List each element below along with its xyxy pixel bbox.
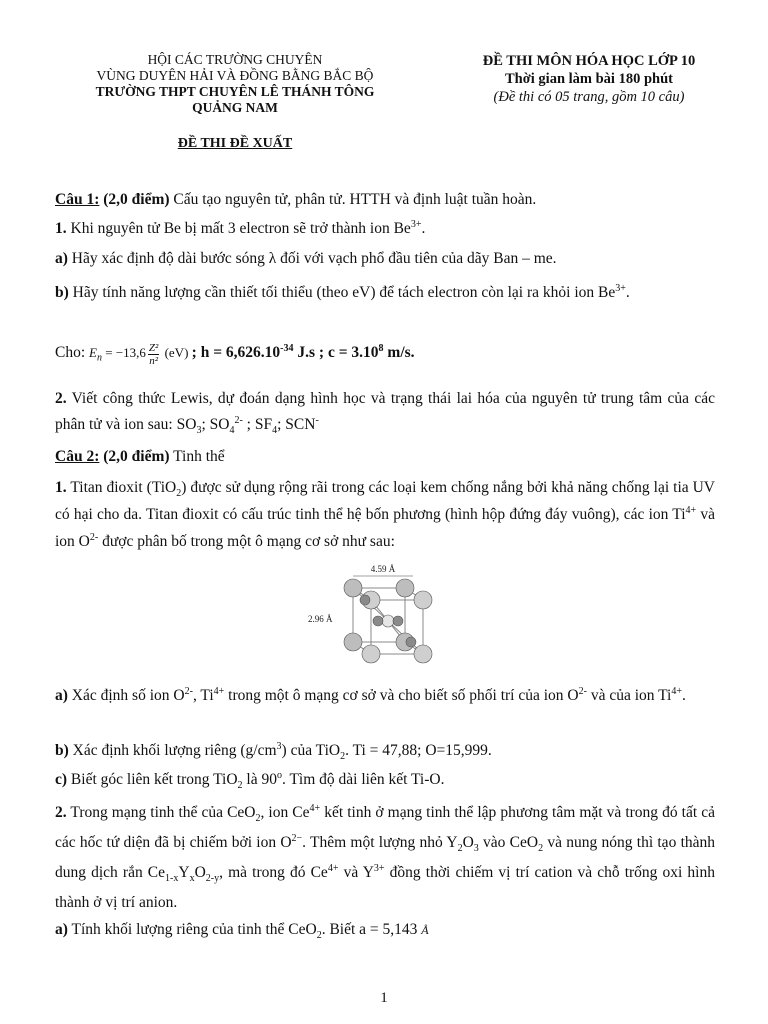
item-label: a): [55, 250, 68, 267]
formula-fraction: [148, 342, 159, 367]
question-1-part-2: [55, 386, 715, 438]
constants-text: m/s.: [383, 344, 415, 361]
question-1-item-b: [55, 279, 715, 307]
formula-unit: (eV): [161, 345, 189, 360]
question-2-part-2: [55, 798, 715, 918]
part-text: , ion Ce: [260, 804, 310, 821]
subscript: 3: [196, 425, 202, 437]
item-label: b): [55, 742, 69, 759]
question-2-part-1: [55, 474, 715, 555]
formula-symbol: E: [89, 345, 97, 360]
header-left: [40, 52, 430, 116]
part-text: O: [462, 834, 474, 851]
part-text: và ion O: [55, 506, 715, 550]
question-1-given-data: [55, 340, 715, 367]
part-text: Viết công thức Lewis, dự đoán dạng hình học và trạng thái lai hóa của nguyên tử trung tâm của các phân tử và ion sau: SO: [55, 390, 715, 433]
part-text: vào CeO: [478, 834, 539, 851]
superscript: 4+: [309, 802, 321, 814]
association-name: HỘI CÁC TRƯỜNG CHUYÊN: [147, 52, 323, 67]
superscript: 4+: [213, 685, 225, 697]
figure-height-label: 2.96 Å: [308, 614, 333, 624]
question-1-points: (2,0 điểm): [103, 191, 170, 208]
page-number: 1: [380, 990, 388, 1006]
part-text: Y: [178, 864, 190, 881]
part-text: và nung nóng thì tạo thành dung dịch rắn Ce: [55, 834, 716, 881]
part-text: Trong mạng tinh thể của CeO: [66, 804, 256, 821]
subscript: 2: [316, 930, 322, 942]
superscript: 3+: [373, 862, 385, 874]
item-label: a): [55, 921, 68, 938]
subscript: 2: [237, 780, 243, 792]
province-name: QUẢNG NAM: [192, 100, 278, 115]
item-label: a): [55, 687, 68, 704]
subscript: 2: [255, 813, 261, 825]
given-label: Cho:: [55, 344, 90, 361]
part-text: .: [421, 220, 426, 237]
subscript: 2-y: [205, 873, 220, 885]
question-1-heading: [55, 190, 715, 210]
item-text: Xác định khối lượng riêng (g/cm: [68, 742, 277, 759]
item-text: . Ti = 47,88; O=15,999.: [345, 742, 492, 759]
angstrom-unit: Å: [421, 923, 429, 937]
part-text: ; SCN: [277, 416, 316, 433]
superscript: 8: [378, 342, 384, 354]
subscript: 4: [272, 425, 278, 437]
part-text: Khi nguyên tử Be bị mất 3 electron sẽ trở thành ion Be: [66, 220, 411, 237]
question-1-topic: Cấu tạo nguyên tử, phân tử. HTTH và định luật tuần hoàn.: [169, 191, 537, 208]
part-text: . Thêm một lượng nhỏ Y: [302, 834, 458, 851]
question-1-item-a: [55, 249, 715, 269]
item-text: .: [682, 687, 686, 704]
part-number: 2.: [55, 390, 67, 407]
part-number: 2.: [55, 804, 67, 821]
subscript: x: [189, 873, 195, 885]
subscript: 1-x: [165, 873, 179, 885]
header-right: [430, 52, 748, 106]
proposed-exam-label: ĐỀ THI ĐỀ XUẤT: [177, 136, 293, 151]
item-label: b): [55, 284, 69, 301]
item-text: Biết góc liên kết trong TiO: [67, 771, 238, 788]
figure-width-label: 4.59 Å: [370, 564, 396, 574]
question-2-item-b: [55, 741, 715, 761]
item-text: . Tìm độ dài liên kết Ti-O.: [281, 771, 445, 788]
part-text: kết tinh ở mạng tinh thể lập phương tâm mặt và trong đó tất cả các hốc tứ diện đã bị chiếm bởi ion O: [55, 804, 715, 851]
item-text: là 90: [242, 771, 277, 788]
part-number: 1.: [55, 220, 67, 237]
exam-note: (Đề thi có 05 trang, gồm 10 câu): [493, 89, 685, 105]
fraction-denominator: n²: [149, 354, 159, 367]
formula-coefficient: = −13,6: [101, 345, 146, 360]
question-1-label: Câu 1:: [55, 191, 100, 208]
exam-duration: Thời gian làm bài 180 phút: [505, 71, 673, 87]
school-name: TRƯỜNG THPT CHUYÊN LÊ THÁNH TÔNG: [95, 84, 375, 99]
item-text: , Ti: [192, 687, 214, 704]
superscript: -: [315, 414, 319, 426]
question-1-part-1: [55, 219, 715, 239]
part-text: ; SF: [242, 416, 273, 433]
item-label: c): [55, 771, 68, 788]
superscript: o: [276, 769, 282, 781]
superscript: 3: [276, 740, 282, 752]
item-text: Hãy xác định độ dài bước sóng λ đối với vạch phổ đầu tiên của dãy Ban – me.: [67, 250, 557, 267]
superscript: 2−: [291, 832, 303, 844]
superscript: 4+: [671, 685, 682, 697]
tio2-unit-cell-figure: [305, 560, 445, 675]
part-text: Titan đioxit (TiO: [66, 479, 177, 496]
superscript: 4+: [685, 504, 697, 516]
energy-formula: [89, 341, 192, 367]
superscript: 2-: [578, 685, 587, 697]
superscript: 4+: [327, 862, 339, 874]
fraction-numerator: Z²: [148, 341, 159, 354]
subscript: 2: [538, 843, 544, 855]
superscript: 2-: [184, 685, 193, 697]
item-text: ) của TiO: [281, 742, 341, 759]
superscript: 3+: [615, 282, 626, 294]
subscript: 2: [340, 751, 346, 763]
superscript: -34: [280, 342, 294, 354]
exam-title: ĐỀ THI MÔN HÓA HỌC LỚP 10: [482, 53, 696, 69]
constants-text: ; h = 6,626.10: [191, 344, 281, 361]
question-2-part-2-item-a: [55, 920, 715, 940]
question-2-label: Câu 2:: [55, 448, 100, 465]
item-text: .: [625, 284, 630, 301]
superscript: 2-: [89, 531, 99, 543]
constants-text: J.s ; c = 3.10: [293, 344, 379, 361]
question-2-item-a: [55, 682, 715, 709]
part-text: O: [194, 864, 206, 881]
part-text: đồng thời chiếm vị trí cation và chỗ trống oxi hình thành ở vị trí anion.: [55, 864, 715, 911]
question-2-heading: [55, 447, 715, 467]
part-text: được phân bố trong một ô mạng cơ sở như sau:: [98, 533, 395, 550]
item-text: Xác định số ion O: [67, 687, 185, 704]
subscript: 2: [176, 488, 182, 500]
question-2-item-c: [55, 770, 715, 790]
item-text: Tính khối lượng riêng của tinh thể CeO: [67, 921, 317, 938]
part-text: , mà trong đó Ce: [219, 864, 328, 881]
part-text: ) được sử dụng rộng rãi trong các loại kem chống nắng bởi khả năng chống lại tia UV có hại cho da. Titan đioxit có cấu trúc tinh thể hệ bốn phương (hình hộp đứng đáy vuông), các ion Ti: [55, 479, 716, 523]
superscript: 3+: [410, 218, 422, 230]
item-text: và của ion Ti: [586, 687, 672, 704]
part-number: 1.: [55, 479, 67, 496]
question-2-points: (2,0 điểm): [103, 448, 170, 465]
part-text: ; SO: [201, 416, 230, 433]
superscript: 2-: [234, 414, 243, 426]
region-name: VÙNG DUYÊN HẢI VÀ ĐỒNG BẰNG BẮC BỘ: [96, 68, 374, 83]
item-text: . Biết a = 5,143: [321, 921, 422, 938]
part-text: và Y: [338, 864, 374, 881]
item-text: Hãy tính năng lượng cần thiết tối thiểu (theo eV) để tách electron còn lại ra khỏi ion Be: [68, 284, 616, 301]
subscript: 3: [473, 843, 479, 855]
question-2-topic: Tinh thể: [169, 448, 225, 465]
subscript: 2: [457, 843, 463, 855]
subscript: 4: [229, 425, 235, 437]
subscript: n: [96, 352, 102, 364]
item-text: trong một ô mạng cơ sở và cho biết số phối trí của ion O: [224, 687, 579, 704]
